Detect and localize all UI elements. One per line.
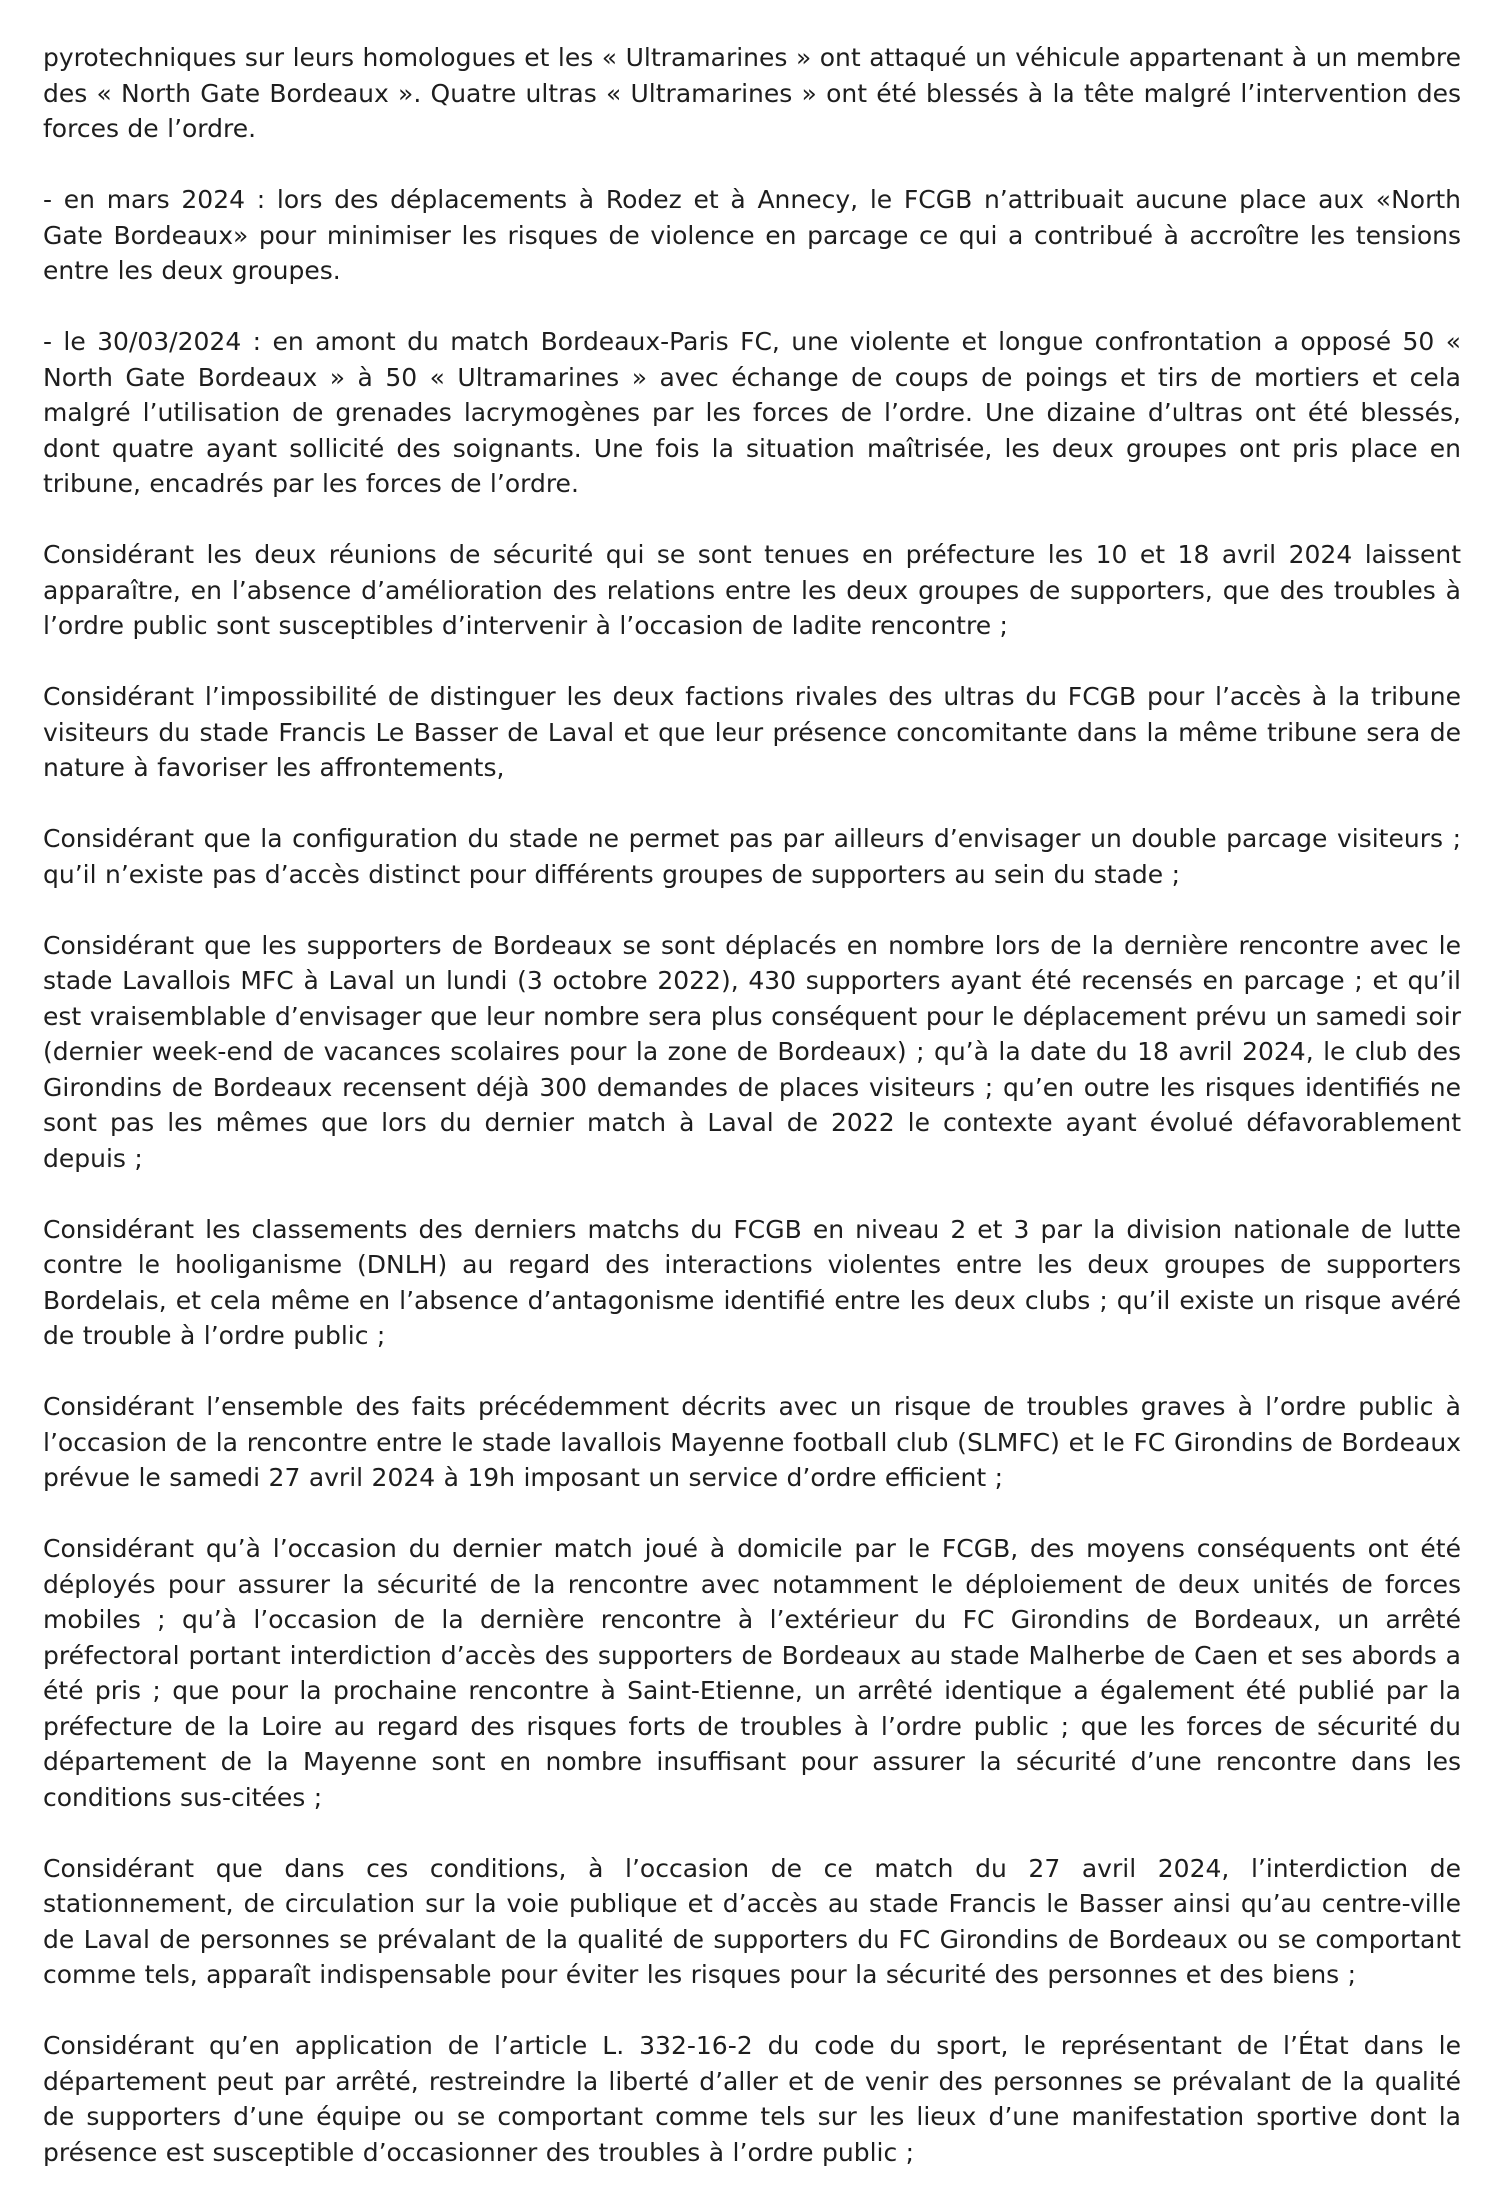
paragraph-march-2024: - en mars 2024 : lors des déplacements à Rodez et à Annecy, le FCGB n’attribuait aucune place aux «North Gate Bordeaux» pour minimiser les risques de violence en parcage ce qui a contribué à accroître les tensions entre les deux groupes. [43,185,1461,285]
paragraph-rival-factions: Considérant l’impossibilité de distinguer les deux factions rivales des ultras du FCGB pour l’accès à la tribune visiteurs du stade Francis Le Basser de Laval et que leur présence concomitante dans la même tribune sera de nature à favoriser les affrontements, [43,682,1461,782]
paragraph-supporter-numbers: Considérant que les supporters de Bordeaux se sont déplacés en nombre lors de la dernière rencontre avec le stade Lavallois MFC à Laval un lundi (3 octobre 2022), 430 supporters ayant été recensés en parcage ; et qu’il est vraisemblable d’envisager que leur nombre sera plus conséquent pour le déplacement prévu un samedi soir (dernier week-end de vacances scolaires pour la zone de Bordeaux) ; qu’à la date du 18 avril 2024, le club des Girondins de Bordeaux recensent déjà 300 demandes de places visiteurs ; qu’en outre les risques identifiés ne sont pas les mêmes que lors du dernier match à Laval de 2022 le contexte ayant évolué défavorablement depuis ; [43,930,1461,1173]
paragraph-30-03-2024: - le 30/03/2024 : en amont du match Bordeaux-Paris FC, une violente et longue confrontation a opposé 50 « North Gate Bordeaux » à 50 « Ultramarines » avec échange de coups de poings et tirs de mortiers et cela malgré l’utilisation de grenades lacrymogènes par les forces de l’ordre. Une dizaine d’ultras ont été blessés, dont quatre ayant sollicité des soignants. Une fois la situation maîtrisée, les deux groupes ont pris place en tribune, encadrés par les forces de l’ordre. [43,327,1461,498]
paragraph-legal-basis: Considérant qu’en application de l’article L. 332-16-2 du code du sport, le représentant de l’État dans le département peut par arrêté, restreindre la liberté d’aller et de venir des personnes se prévalant de la qualité de supporters d’une équipe ou se comportant comme tels sur les lieux d’une manifestation sportive dont la présence est susceptible d’occasionner des troubles à l’ordre public ; [43,2031,1461,2167]
paragraph-prohibition-necessity: Considérant que dans ces conditions, à l’occasion de ce match du 27 avril 2024, l’interdiction de stationnement, de circulation sur la voie publique et d’accès au stade Francis le Basser ainsi qu’au centre-ville de Laval de personnes se prévalant de la qualité de supporters du FC Girondins de Bordeaux ou se comportant comme tels, apparaît indispensable pour éviter les risques pour la sécurité des personnes et des biens ; [43,1853,1461,1989]
paragraph-incident-continuation: pyrotechniques sur leurs homologues et les « Ultramarines » ont attaqué un véhicule appartenant à un membre des « North Gate Bordeaux ». Quatre ultras « Ultramarines » ont été blessés à la tête malgré l’intervention des forces de l’ordre. [43,43,1461,143]
paragraph-security-meetings: Considérant les deux réunions de sécurité qui se sont tenues en préfecture les 10 et 18 avril 2024 laissent apparaître, en l’absence d’amélioration des relations entre les deux groupes de supporters, que des troubles à l’ordre public sont susceptibles d’intervenir à l’occasion de ladite rencontre ; [43,540,1461,640]
document-body [43,40,1461,2170]
paragraph-stadium-configuration: Considérant que la configuration du stade ne permet pas par ailleurs d’envisager un double parcage visiteurs ; qu’il n’existe pas d’accès distinct pour différents groupes de supporters au sein du stade ; [43,824,1461,889]
paragraph-serious-risk: Considérant l’ensemble des faits précédemment décrits avec un risque de troubles graves à l’ordre public à l’occasion de la rencontre entre le stade lavallois Mayenne football club (SLMFC) et le FC Girondins de Bordeaux prévue le samedi 27 avril 2024 à 19h imposant un service d’ordre efficient ; [43,1392,1461,1492]
paragraph-dnlh-classification: Considérant les classements des derniers matchs du FCGB en niveau 2 et 3 par la division nationale de lutte contre le hooliganisme (DNLH) au regard des interactions violentes entre les deux groupes de supporters Bordelais, et cela même en l’absence d’antagonisme identifié entre les deux clubs ; qu’il existe un risque avéré de trouble à l’ordre public ; [43,1214,1461,1350]
paragraph-security-resources: Considérant qu’à l’occasion du dernier match joué à domicile par le FCGB, des moyens conséquents ont été déployés pour assurer la sécurité de la rencontre avec notamment le déploiement de deux unités de forces mobiles ; qu’à l’occasion de la dernière rencontre à l’extérieur du FC Girondins de Bordeaux, un arrêté préfectoral portant interdiction d’accès des supporters de Bordeaux au stade Malherbe de Caen et ses abords a été pris ; que pour la prochaine rencontre à Saint-Etienne, un arrêté identique a également été publié par la préfecture de la Loire au regard des risques forts de troubles à l’ordre public ; que les forces de sécurité du département de la Mayenne sont en nombre insuffisant pour assurer la sécurité d’une rencontre dans les conditions sus-citées ; [43,1534,1461,1812]
